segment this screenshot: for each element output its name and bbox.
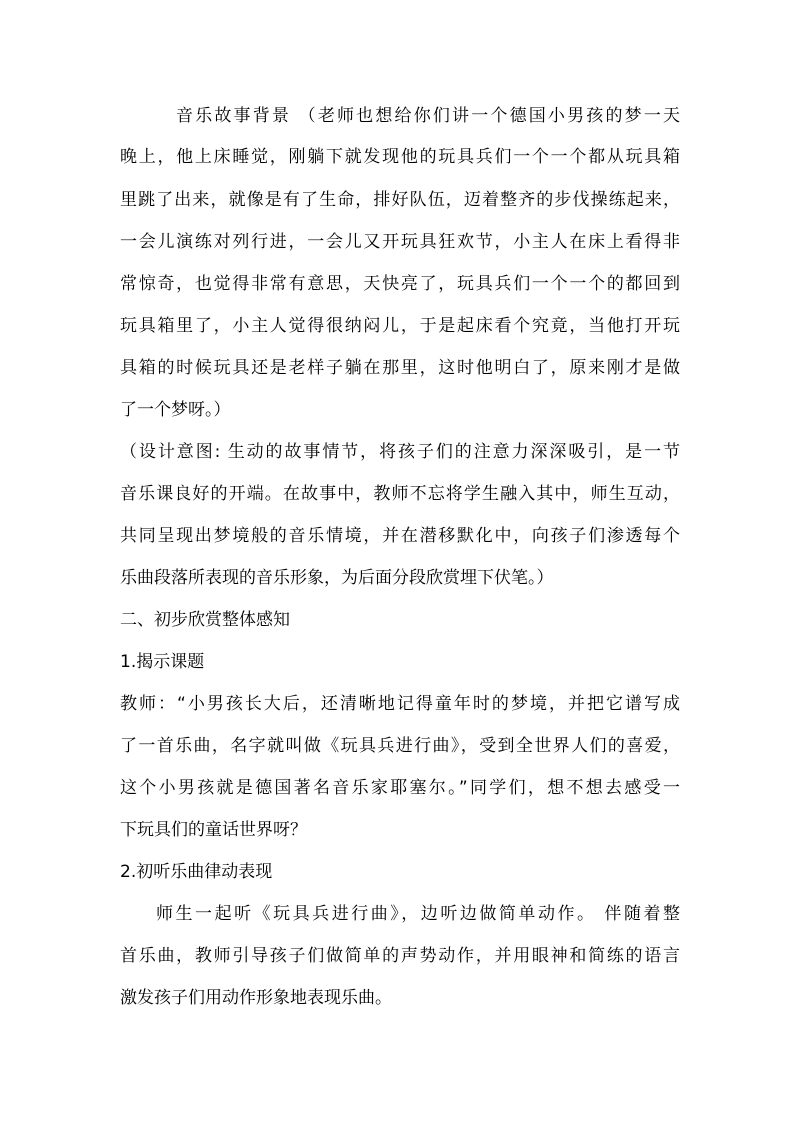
story-line: 具箱的时候玩具还是老样子躺在那里，这时他明白了，原来刚才是做	[120, 358, 680, 378]
activity-line: 师生一起听《玩具兵进行曲》，边听边做简单动作。 伴随着整	[156, 904, 680, 924]
design-note-line: （设计意图: 生动的故事情节，将孩子们的注意力深深吸引，是一节	[120, 442, 680, 462]
teacher-speech-line: 了一首乐曲，名字就叫做《玩具兵进行曲》，受到全世界人们的喜爱，	[120, 736, 680, 756]
story-line: 里跳了出来，就像是有了生命，排好队伍，迈着整齐的步伐操练起来，	[120, 190, 680, 210]
activity-line: 激发孩子们用动作形象地表现乐曲。	[120, 988, 392, 1008]
story-line: 常惊奇，也觉得非常有意思，天快亮了，玩具兵们一个一个的都回到	[120, 274, 680, 294]
design-note-line: 共同呈现出梦境般的音乐情境，并在潜移默化中，向孩子们渗透每个	[120, 526, 680, 546]
story-line: 了一个梦呀。）	[120, 400, 231, 420]
subsection-heading: 1.揭示课题	[120, 652, 205, 672]
teacher-speech-line: 下玩具们的童话世界呀？	[120, 820, 307, 840]
design-note-line: 乐曲段落所表现的音乐形象，为后面分段欣赏埋下伏笔。）	[120, 568, 554, 588]
story-line: 音乐故事背景 （老师也想给你们讲一个德国小男孩的梦一天	[176, 106, 680, 126]
story-line: 玩具箱里了，小主人觉得很纳闷儿，于是起床看个究竟，当他打开玩	[120, 316, 680, 336]
story-line: 晚上，他上床睡觉，刚躺下就发现他的玩具兵们一个一个都从玩具箱	[120, 147, 680, 167]
story-line: 一会儿演练对列行进，一会儿又开玩具狂欢节，小主人在床上看得非	[120, 232, 680, 252]
teacher-speech-line: 教师：“小男孩长大后，还清晰地记得童年时的梦境，并把它谱写成	[120, 694, 680, 714]
section-heading: 二、初步欣赏整体感知	[120, 610, 290, 630]
design-note-line: 音乐课良好的开端。在故事中，教师不忘将学生融入其中，师生互动，	[120, 484, 680, 504]
activity-line: 首乐曲，教师引导孩子们做简单的声势动作，并用眼神和简练的语言	[120, 946, 680, 966]
subsection-heading: 2.初听乐曲律动表现	[120, 862, 273, 882]
teacher-speech-line: 这个小男孩就是德国著名音乐家耶塞尔。”同学们，想不想去感受一	[120, 778, 680, 798]
